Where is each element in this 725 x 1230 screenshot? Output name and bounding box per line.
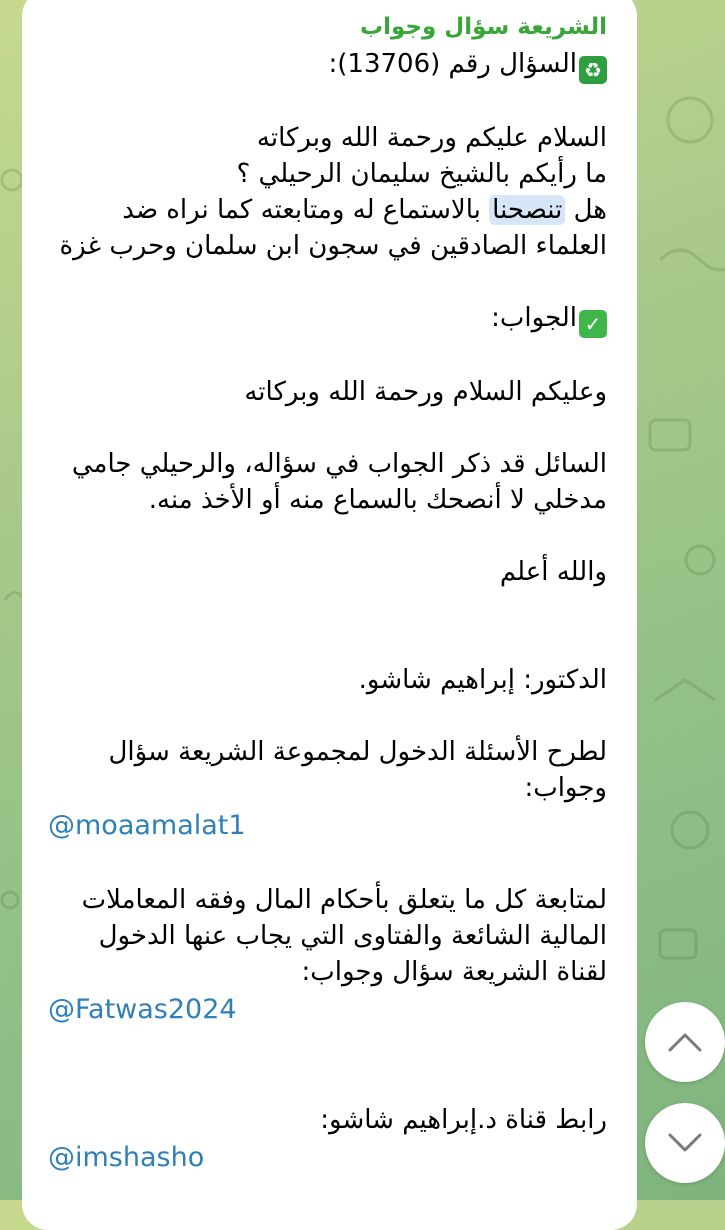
group-promo-line: وجواب: (524, 773, 607, 803)
sender-name[interactable]: الشريعة سؤال وجواب (360, 14, 607, 40)
channel-promo-line: لمتابعة كل ما يتعلق بأحكام المال وفقه المعاملات (81, 885, 607, 915)
answer-line: السائل قد ذكر الجواب في سؤاله، والرحيلي جامي (71, 449, 607, 479)
personal-channel-link[interactable]: @imshasho (48, 1142, 205, 1173)
question-line: العلماء الصادقين في سجون ابن سلمان وحرب غزة (59, 231, 607, 261)
chevron-up-icon (667, 1031, 703, 1053)
question-title-line (48, 46, 607, 84)
channel-link[interactable]: @Fatwas2024 (48, 994, 237, 1025)
message-bubble (22, 0, 637, 1230)
check-mark-icon: ✓ (579, 310, 607, 338)
question-line: ما رأيكم بالشيخ سليمان الرحيلي ؟ (236, 159, 607, 189)
question-title: السؤال رقم (13706): (328, 49, 577, 79)
answer-title-line (48, 300, 607, 338)
question-line (48, 192, 607, 228)
group-promo-line: لطرح الأسئلة الدخول لمجموعة الشريعة سؤال (108, 737, 607, 767)
highlighted-word[interactable]: تنصحنا (489, 195, 565, 225)
question-text-segment: هل (565, 195, 607, 225)
scroll-up-button[interactable] (645, 1002, 725, 1082)
answer-line: مدخلي لا أنصحك بالسماع منه أو الأخذ منه. (148, 485, 607, 515)
chevron-down-icon (667, 1132, 703, 1154)
answer-greeting: وعليكم السلام ورحمة الله وبركاته (244, 377, 607, 407)
group-link[interactable]: @moaamalat1 (48, 810, 246, 841)
personal-channel-label: رابط قناة د.إبراهيم شاشو: (320, 1105, 607, 1135)
scroll-down-button[interactable] (645, 1103, 725, 1183)
closing-text: والله أعلم (499, 557, 607, 587)
recycle-icon: ♻ (579, 56, 607, 84)
signature: الدكتور: إبراهيم شاشو. (358, 665, 607, 695)
question-text-segment: بالاستماع له ومتابعته كما نراه ضد (122, 195, 490, 225)
message-text (48, 46, 607, 1178)
question-line: السلام عليكم ورحمة الله وبركاته (256, 123, 607, 153)
channel-promo-line: المالية الشائعة والفتاوى التي يجاب عنها الدخول (98, 921, 607, 951)
answer-title: الجواب: (491, 303, 577, 333)
channel-promo-line: لقناة الشريعة سؤال وجواب: (301, 957, 607, 987)
